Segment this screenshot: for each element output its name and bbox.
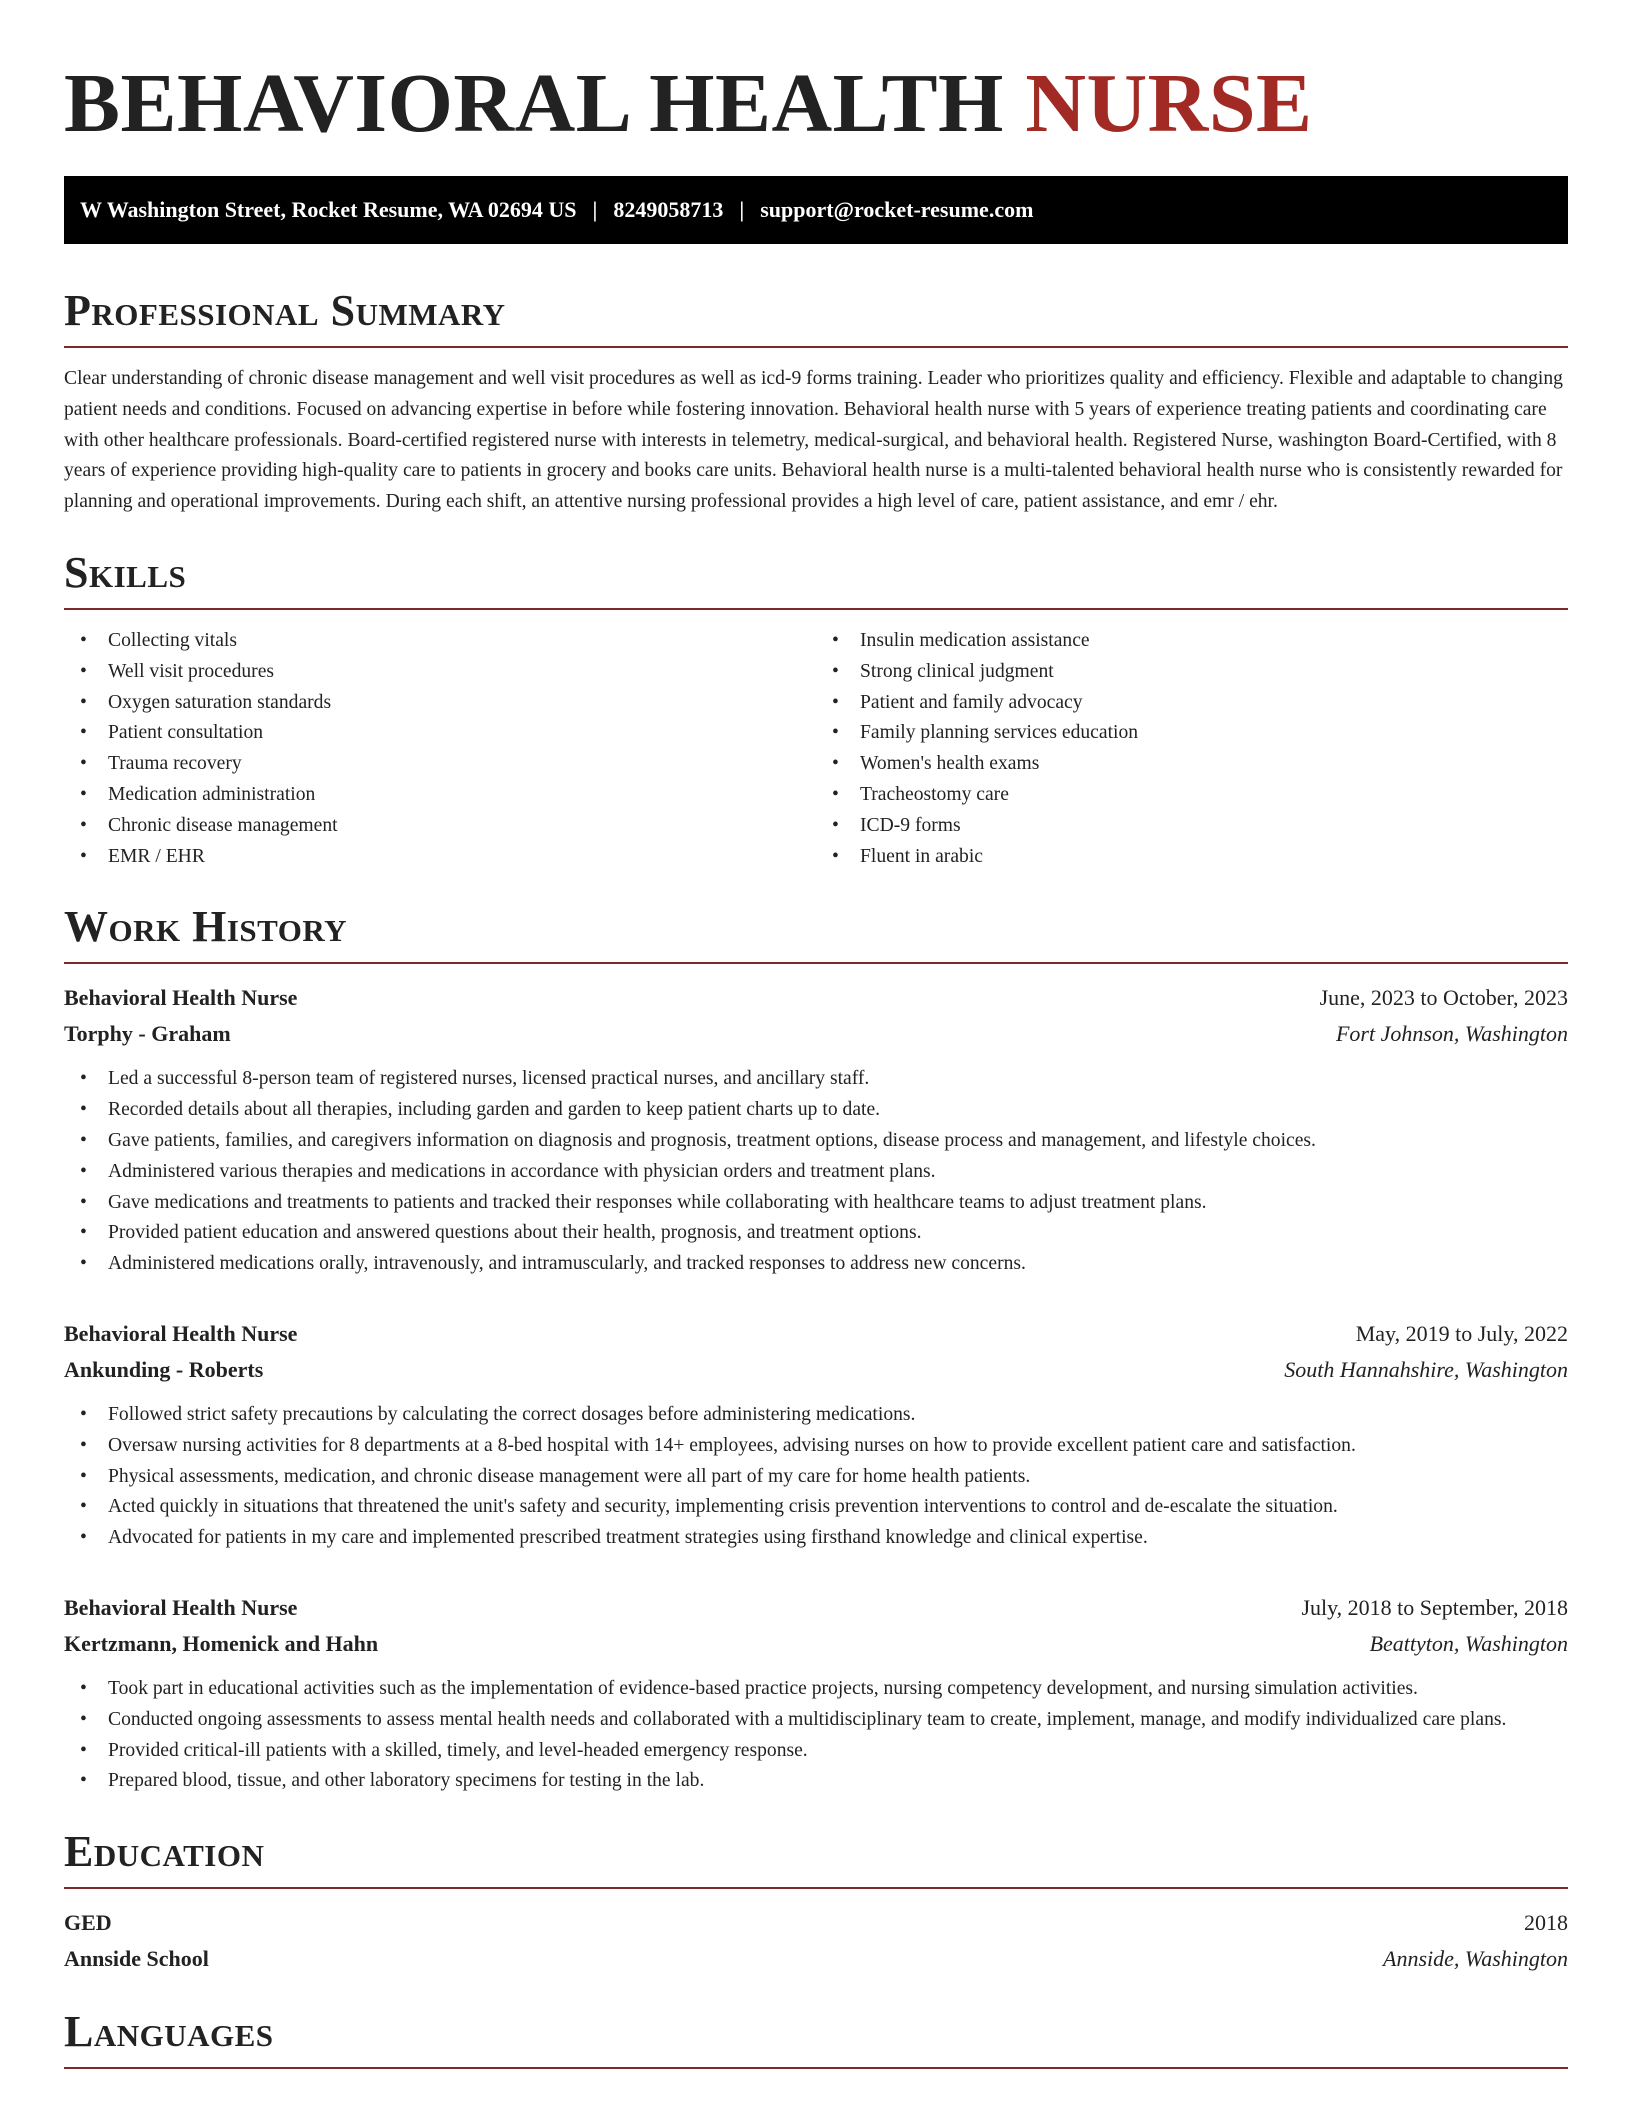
skill-item: • Patient consultation [80,718,816,749]
education-heading: Education [64,1825,1568,1889]
education-entry [64,1905,1568,1977]
job-location: South Hannahshire, Washington [1284,1356,1568,1382]
job-location: Fort Johnson, Washington [1335,1021,1568,1047]
skill-item: • Patient and family advocacy [832,688,1568,719]
job-bullet: • Administered various therapies and medications in accordance with physician orders and treatment plans. [80,1157,1568,1188]
education-degree: GED [64,1910,112,1936]
job-bullet: • Conducted ongoing assessments to assess mental health needs and collaborated with a multidisciplinary team to create, implement, manage, and modify individualized care plans. [80,1705,1568,1736]
job-company: Torphy - Graham [64,1021,231,1047]
skill-item: • Women's health exams [832,749,1568,780]
work-history-heading: Work History [64,900,1568,964]
contact-email: support@rocket-resume.com [760,197,1034,222]
job-bullet: • Followed strict safety precautions by calculating the correct dosages before administering medications. [80,1400,1568,1431]
job-header-row [64,980,1568,1016]
job-role: Behavioral Health Nurse [64,1320,298,1346]
summary-heading: Professional Summary [64,284,1568,348]
job-bullet: • Recorded details about all therapies, including garden and garden to keep patient charts up to date. [80,1095,1568,1126]
summary-text: Clear understanding of chronic disease management and well visit procedures as well as icd-9 forms training. Leader who prioritizes quality and efficiency. Flexible and adaptable to changing patient needs and conditions. Focused on advancing expertise in before while fostering innovation. Behavioral health nurse with 5 years of experience treating patients and coordinating care with other healthcare professionals. Board-certified registered nurse with interests in telemetry, medical-surgical, and behavioral health. Registered Nurse, washington Board-Certified, with 8 years of experience providing high-quality care to patients in grocery and books care units. Behavioral health nurse is a multi-talented behavioral health nurse who is consistently rewarded for planning and operational improvements. During each shift, an attentive nursing professional provides a high level of care, patient assistance, and emr / ehr. [64,368,1563,513]
job-bullets [64,1674,1568,1797]
job-entry [64,1590,1568,1797]
job-company-row [64,1352,1568,1388]
job-bullet: • Provided critical-ill patients with a skilled, timely, and level-headed emergency response. [80,1736,1568,1767]
job-header-row [64,1590,1568,1626]
skills-list [64,626,1568,872]
languages-heading: Languages [64,2005,1568,2069]
education-header-row [64,1905,1568,1941]
skill-item: • Insulin medication assistance [832,626,1568,657]
contact-phone: 8249058713 [613,197,724,222]
skill-item: • Strong clinical judgment [832,657,1568,688]
skill-item: • Fluent in arabic [832,842,1568,873]
skill-item: • Trauma recovery [80,749,816,780]
job-company-row [64,1626,1568,1662]
job-bullet: • Advocated for patients in my care and implemented prescribed treatment strategies using firsthand knowledge and clinical expertise. [80,1523,1568,1554]
name-main: BEHAVIORAL HEALTH [64,57,1026,150]
job-company: Ankunding - Roberts [64,1356,264,1382]
job-header-row [64,1316,1568,1352]
job-bullet: • Provided patient education and answered questions about their health, prognosis, and treatment options. [80,1218,1568,1249]
job-bullets [64,1064,1568,1280]
job-company: Kertzmann, Homenick and Hahn [64,1630,379,1656]
job-bullet: • Oversaw nursing activities for 8 departments at a 8-bed hospital with 14+ employees, advising nurses on how to provide excellent patient care and satisfaction. [80,1431,1568,1462]
job-bullet: • Took part in educational activities such as the implementation of evidence-based practice projects, nursing competency development, and nursing simulation activities. [80,1674,1568,1705]
job-dates: May, 2019 to July, 2022 [1355,1320,1568,1346]
job-bullet: • Led a successful 8-person team of registered nurses, licensed practical nurses, and ancillary staff. [80,1064,1568,1095]
skill-item: • Chronic disease management [80,811,816,842]
skills-heading: Skills [64,546,1568,610]
job-bullet: • Acted quickly in situations that threatened the unit's safety and security, implementing crisis prevention interventions to control and de-escalate the situation. [80,1492,1568,1523]
skill-item: • Oxygen saturation standards [80,688,816,719]
job-role: Behavioral Health Nurse [64,1594,298,1620]
job-entry [64,1316,1568,1554]
education-location: Annside, Washington [1383,1946,1568,1972]
job-entry [64,980,1568,1280]
resume-name [64,54,1568,154]
skills-column-right [816,626,1568,872]
skill-item: • EMR / EHR [80,842,816,873]
education-year: 2018 [1524,1910,1568,1936]
job-bullet: • Prepared blood, tissue, and other laboratory specimens for testing in the lab. [80,1766,1568,1797]
skill-item: • Medication administration [80,780,816,811]
job-bullet: • Physical assessments, medication, and chronic disease management were all part of my care for home health patients. [80,1462,1568,1493]
job-role: Behavioral Health Nurse [64,985,298,1011]
education-school: Annside School [64,1946,209,1972]
job-bullet: • Administered medications orally, intravenously, and intramuscularly, and tracked responses to address new concerns. [80,1249,1568,1280]
job-location: Beattyton, Washington [1369,1630,1568,1656]
skill-item: • Family planning services education [832,718,1568,749]
contact-separator: | [739,197,745,222]
contact-address: W Washington Street, Rocket Resume, WA 02694 US [80,197,577,222]
contact-bar [64,176,1568,244]
skill-item: • Tracheostomy care [832,780,1568,811]
skill-item: • ICD-9 forms [832,811,1568,842]
job-bullets [64,1400,1568,1554]
education-school-row [64,1941,1568,1977]
job-company-row [64,1016,1568,1052]
skill-item: • Well visit procedures [80,657,816,688]
skill-item: • Collecting vitals [80,626,816,657]
job-bullet: • Gave medications and treatments to patients and tracked their responses while collaborating with healthcare teams to adjust treatment plans. [80,1188,1568,1219]
skills-column-left [64,626,816,872]
job-dates: July, 2018 to September, 2018 [1301,1594,1568,1620]
contact-separator: | [592,197,598,222]
name-accent: NURSE [1025,57,1313,150]
job-bullet: • Gave patients, families, and caregivers information on diagnosis and prognosis, treatment options, disease process and management, and lifestyle choices. [80,1126,1568,1157]
job-dates: June, 2023 to October, 2023 [1319,985,1568,1011]
